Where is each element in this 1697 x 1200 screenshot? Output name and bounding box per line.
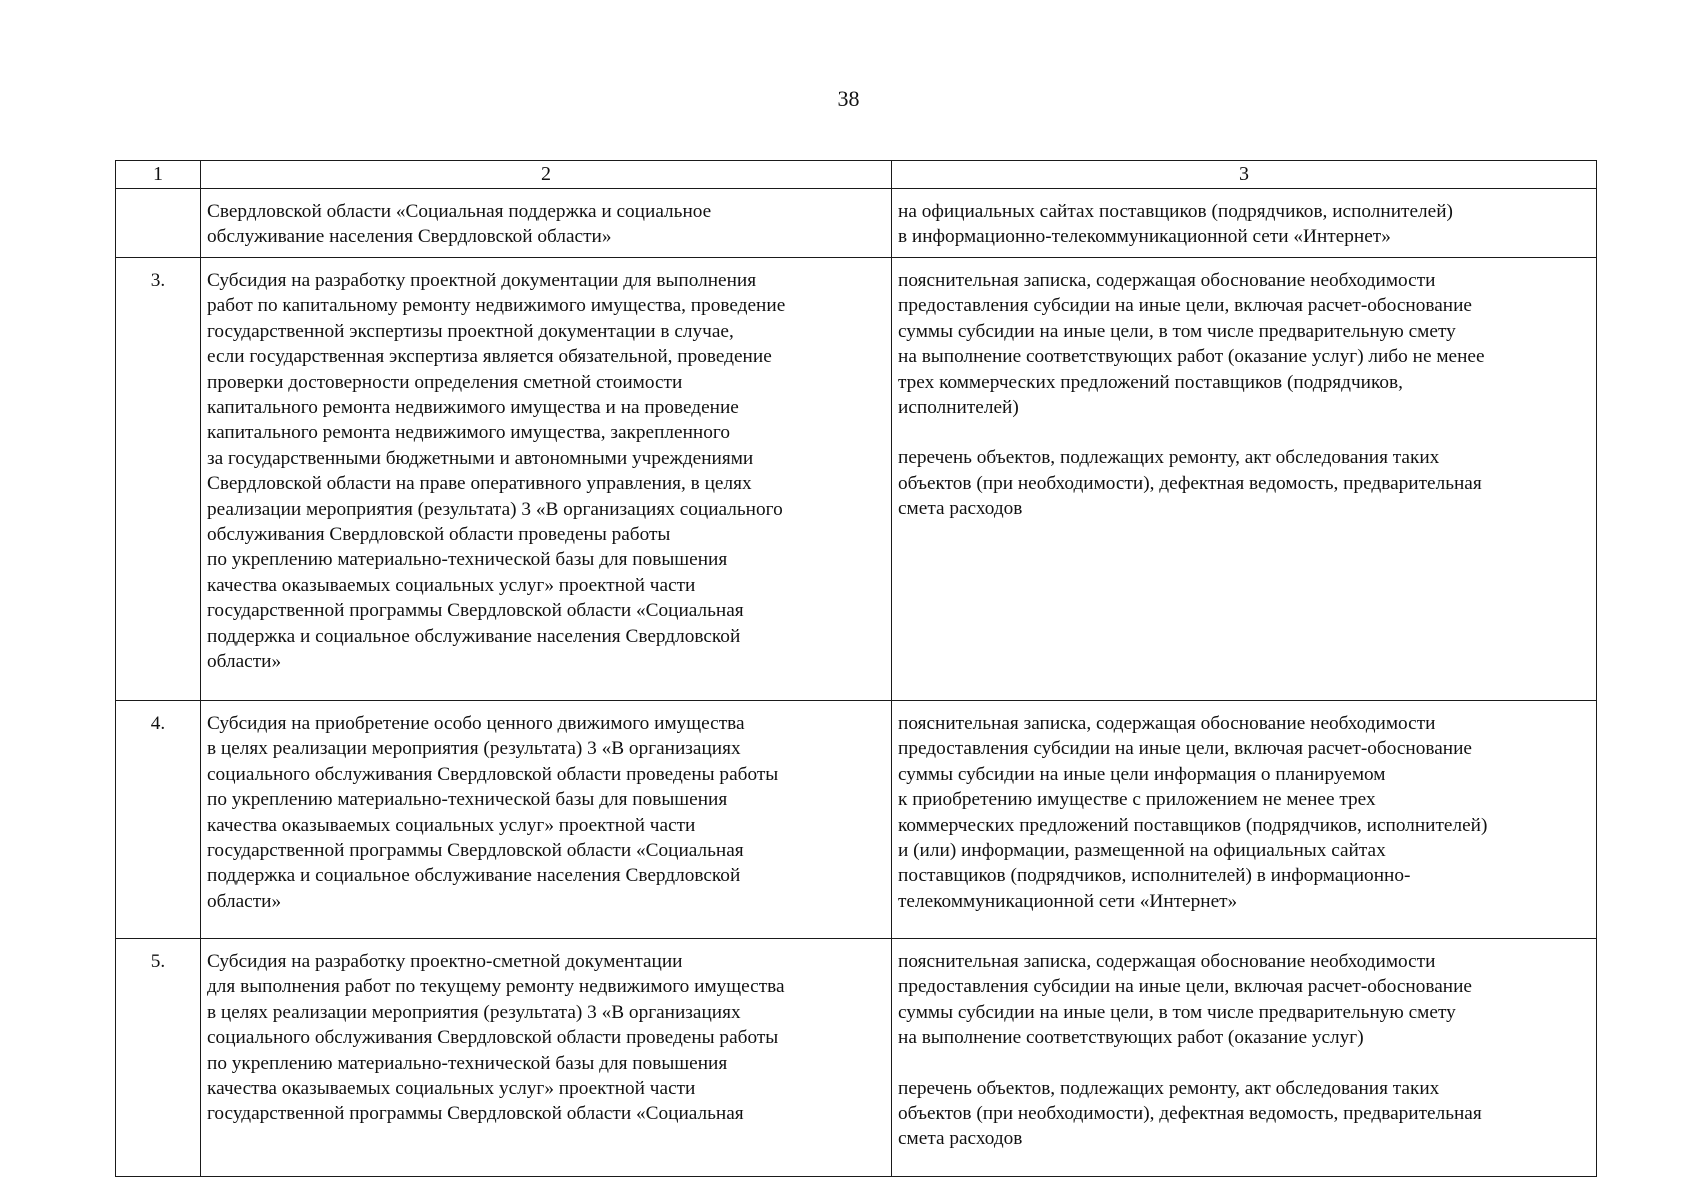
subsidy-description: Свердловской области «Социальная поддержка и социальное обслуживание населения Свердловской области» xyxy=(201,189,892,258)
required-documents xyxy=(892,701,1597,939)
table-row xyxy=(116,189,1597,258)
row-number: 4. xyxy=(116,701,201,939)
document-paragraph: пояснительная записка, содержащая обоснование необходимости предоставления субсидии на иные цели, включая расчет-обоснование суммы субсидии на иные цели информация о планируемом к приобретению имуществе с приложением не менее трех коммерческих предложений поставщиков (подрядчиков, исполнителей) и (или) информации, размещенной на официальных сайтах поставщиков (подрядчиков, исполнителей) в информационно- телекоммуникационной сети «Интернет» xyxy=(898,713,1488,912)
document-paragraph: перечень объектов, подлежащих ремонту, акт обследования таких объектов (при необходимости), дефектная ведомость, предварительная смета расходов xyxy=(898,1077,1482,1150)
row-number xyxy=(116,189,201,258)
required-documents xyxy=(892,939,1597,1177)
row-number: 3. xyxy=(116,258,201,701)
document-paragraph: перечень объектов, подлежащих ремонту, акт обследования таких объектов (при необходимости), дефектная ведомость, предварительная смета расходов xyxy=(898,447,1482,520)
document-paragraph: на официальных сайтах поставщиков (подрядчиков, исполнителей) в информационно-телекоммуникационной сети «Интернет» xyxy=(898,201,1453,248)
table-row xyxy=(116,939,1597,1177)
table-row xyxy=(116,701,1597,939)
required-documents xyxy=(892,258,1597,701)
column-header-2: 2 xyxy=(201,161,892,189)
requirements-table xyxy=(115,160,1597,1177)
table-row xyxy=(116,258,1597,701)
subsidy-description: Субсидия на разработку проектной документации для выполнения работ по капитальному ремонту недвижимого имущества, проведение государственной экспертизы проектной документации в случае, если государственная экспертиза является обязательной, проведение проверки достоверности определения сметной стоимости капитального ремонта недвижимого имущества и на проведение капитального ремонта недвижимого имущества, закрепленного за государственными бюджетными и автономными учреждениями Свердловской области на праве оперативного управления, в целях реализации мероприятия (результата) 3 «В организациях социального обслуживания Свердловской области проведены работы по укреплению материально-технической базы для повышения качества оказываемых социальных услуг» проектной части государственной программы Свердловской области «Социальная поддержка и социальное обслуживание населения Свердловской области» xyxy=(201,258,892,701)
subsidy-description: Субсидия на приобретение особо ценного движимого имущества в целях реализации мероприятия (результата) 3 «В организациях социального обслуживания Свердловской области проведены работы по укреплению материально-технической базы для повышения качества оказываемых социальных услуг» проектной части государственной программы Свердловской области «Социальная поддержка и социальное обслуживание населения Свердловской области» xyxy=(201,701,892,939)
page-number: 38 xyxy=(837,86,860,111)
document-paragraph: пояснительная записка, содержащая обоснование необходимости предоставления субсидии на иные цели, включая расчет-обоснование суммы субсидии на иные цели, в том числе предварительную смету на выполнение соответствующих работ (оказание услуг) xyxy=(898,951,1472,1049)
table-header-row xyxy=(116,161,1597,189)
row-number: 5. xyxy=(116,939,201,1177)
column-header-1: 1 xyxy=(116,161,201,189)
column-header-3: 3 xyxy=(892,161,1597,189)
required-documents xyxy=(892,189,1597,258)
document-paragraph: пояснительная записка, содержащая обоснование необходимости предоставления субсидии на иные цели, включая расчет-обоснование суммы субсидии на иные цели, в том числе предварительную смету на выполнение соответствующих работ (оказание услуг) либо не менее трех коммерческих предложений поставщиков (подрядчиков, исполнителей) xyxy=(898,270,1485,419)
subsidy-description: Субсидия на разработку проектно-сметной документации для выполнения работ по текущему ремонту недвижимого имущества в целях реализации мероприятия (результата) 3 «В организациях социального обслуживания Свердловской области проведены работы по укреплению материально-технической базы для повышения качества оказываемых социальных услуг» проектной части государственной программы Свердловской области «Социальная xyxy=(201,939,892,1177)
